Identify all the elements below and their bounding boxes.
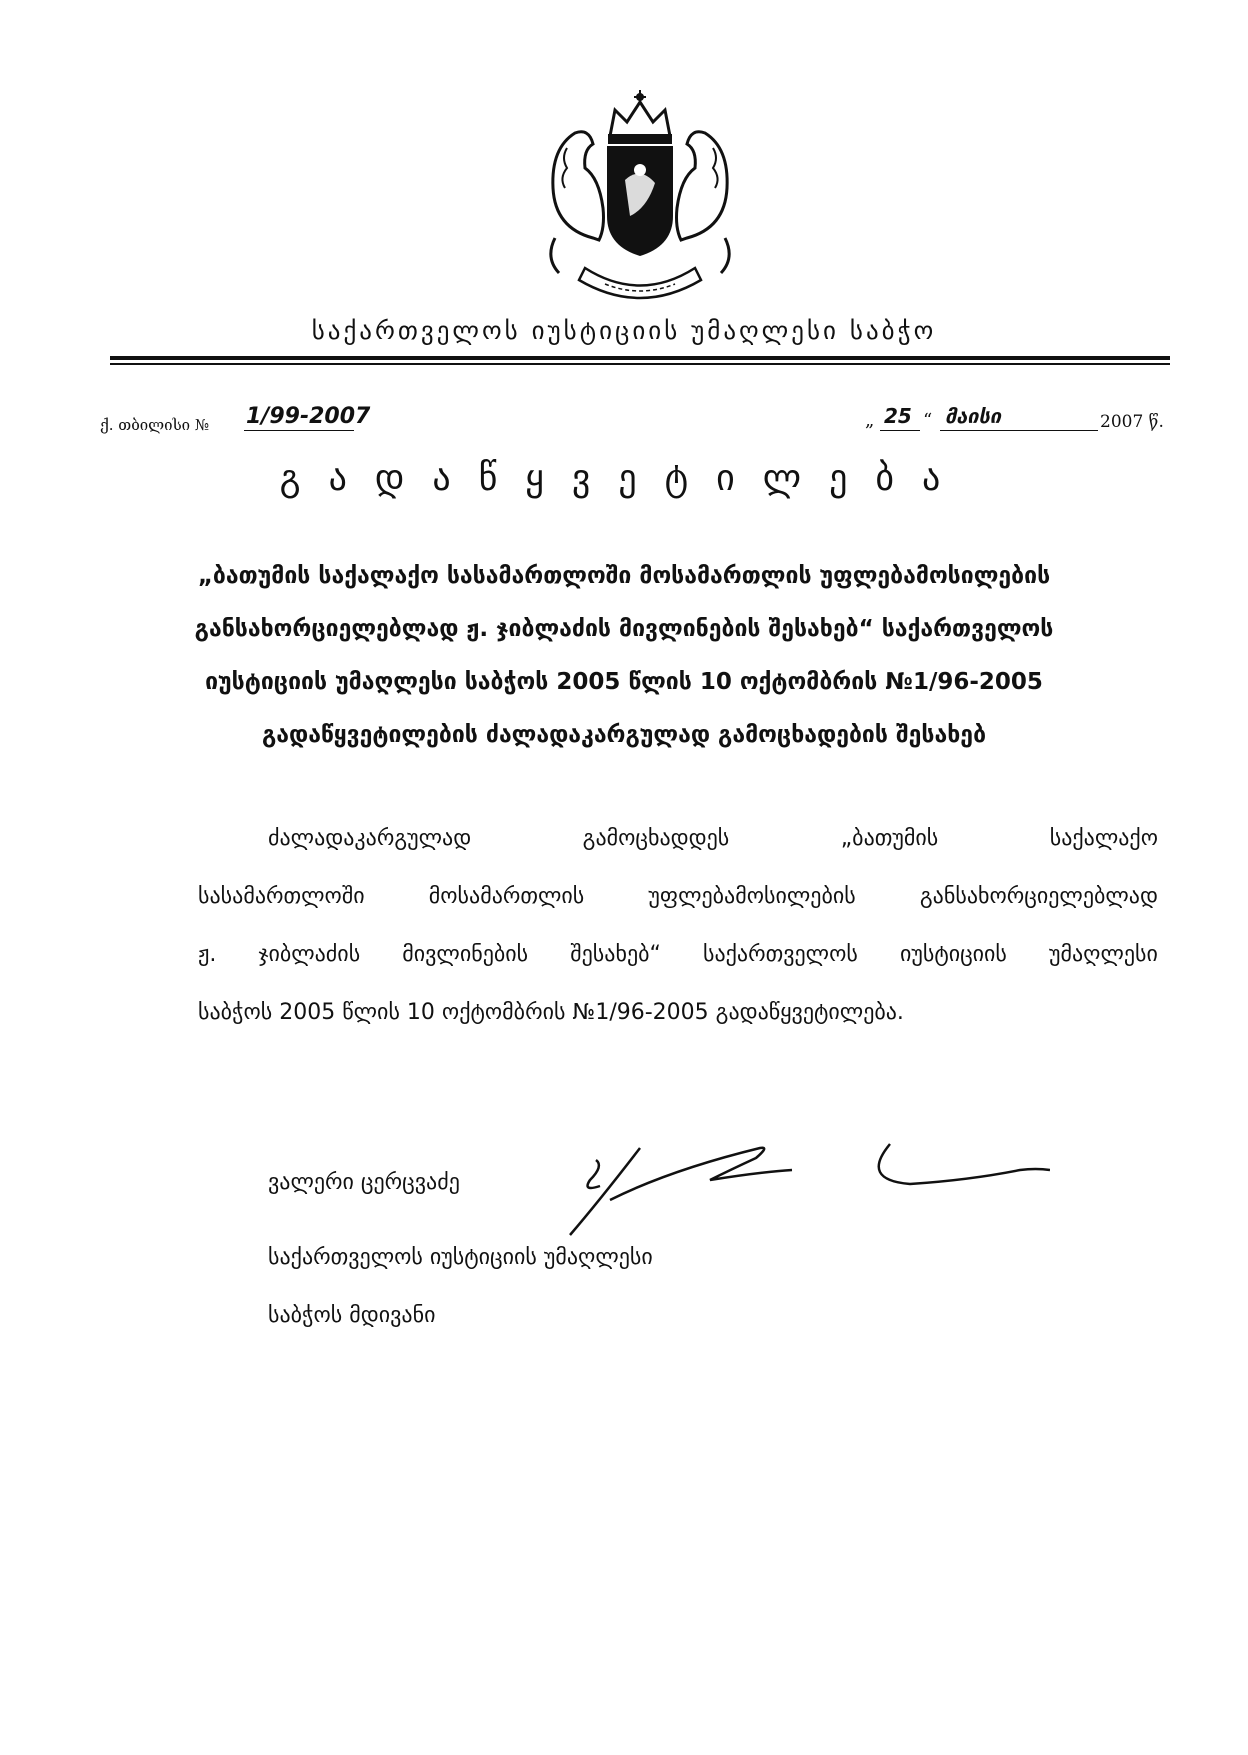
body-word: იუსტიციის bbox=[899, 942, 1007, 967]
subject-line: გადაწყვეტილების ძალადაკარგულად გამოცხადების შესახებ bbox=[261, 722, 987, 748]
body-word: შესახებ“ bbox=[570, 942, 661, 967]
date-year: 2007 წ. bbox=[1100, 412, 1164, 432]
header-rule-thick bbox=[110, 356, 1170, 360]
body-text: საბჭოს 2005 წლის 10 ოქტომბრის №1/96-2005 გადაწყვეტილება. bbox=[198, 1000, 904, 1025]
motto-ribbon bbox=[579, 268, 701, 298]
date-day-underline bbox=[880, 430, 920, 431]
body-line bbox=[198, 942, 1158, 967]
body-word: უფლებამოსილების bbox=[648, 884, 856, 909]
body-word: სასამართლოში bbox=[198, 884, 365, 909]
place-label: ქ. თბილისი № bbox=[100, 416, 210, 434]
body-word: საქალაქო bbox=[1049, 826, 1158, 851]
document-number-underline bbox=[244, 430, 354, 431]
body-word: განსახორციელებლად bbox=[919, 884, 1158, 909]
body-word: ძალადაკარგულად bbox=[268, 826, 472, 851]
subject-line: იუსტიციის უმაღლესი საბჭოს 2005 წლის 10 ოქტომბრის №1/96-2005 bbox=[205, 669, 1043, 695]
subject-line: „ბათუმის საქალაქო სასამართლოში მოსამართლის უფლებამოსილების bbox=[197, 563, 1051, 589]
crown-icon bbox=[608, 90, 672, 144]
signer-name: ვალერი ცერცვაძე bbox=[268, 1170, 460, 1195]
signer-title-line: საქართველოს იუსტიციის უმაღლესი bbox=[268, 1245, 653, 1270]
body-word: „ბათუმის bbox=[840, 826, 939, 851]
body-word: ჟ. bbox=[198, 942, 217, 967]
body-word: საქართველოს bbox=[702, 942, 858, 967]
lion-right-icon bbox=[677, 132, 728, 240]
decision-title: გადაწყვეტილება bbox=[279, 458, 969, 499]
subject-line: განსახორციელებლად ჟ. ჯიბლაძის მივლინების შესახებ“ საქართველოს bbox=[194, 616, 1054, 642]
body-word: უმაღლესი bbox=[1049, 942, 1158, 967]
body-word: ჯიბლაძის bbox=[258, 942, 361, 967]
body-line bbox=[198, 1000, 1158, 1025]
lion-left-icon bbox=[553, 132, 604, 240]
body-line bbox=[268, 826, 1158, 851]
body-line bbox=[198, 884, 1158, 909]
handwritten-signature bbox=[560, 1140, 1050, 1240]
body-word: მივლინების bbox=[402, 942, 529, 967]
institution-title: საქართველოს იუსტიციის უმაღლესი საბჭო bbox=[311, 316, 937, 345]
header-rule-thin bbox=[110, 363, 1170, 365]
date-day: 25 bbox=[884, 404, 912, 428]
body-word: მოსამართლის bbox=[428, 884, 585, 909]
date-close-quote: “ bbox=[923, 410, 933, 431]
date-open-quote: „ bbox=[865, 410, 875, 431]
date-month-underline bbox=[940, 430, 1098, 431]
date-month: მაისი bbox=[945, 404, 1002, 428]
signer-title-line: საბჭოს მდივანი bbox=[268, 1303, 436, 1328]
document-number: 1/99-2007 bbox=[246, 404, 371, 429]
body-word: გამოცხადდეს bbox=[582, 826, 730, 851]
coat-of-arms-emblem bbox=[515, 88, 765, 308]
